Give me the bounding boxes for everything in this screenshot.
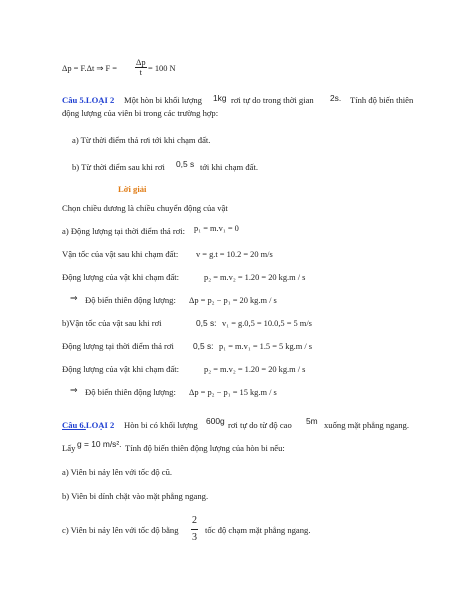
q6-text2: rơi tự do từ độ cao bbox=[228, 420, 292, 430]
solution-line-4-eq: p₂ = m.v₂ = 1.20 = 20 kg.m / s bbox=[204, 273, 306, 282]
fraction-numerator: 2 bbox=[191, 513, 198, 530]
q6-tag: LOẠI 2 bbox=[85, 420, 115, 430]
solution-header-text: Lời giải bbox=[118, 184, 147, 194]
q5-part-b-time: 0,5 s bbox=[176, 159, 195, 169]
intro-formula-left: Δp = F.Δt ⇒ F = bbox=[62, 64, 117, 73]
q6-label: Câu 6. bbox=[62, 420, 86, 430]
solution-line-5-text: Độ biến thiên động lượng: bbox=[85, 295, 176, 305]
two-thirds-fraction bbox=[191, 513, 198, 546]
solution-line-3-eq: v = g.t = 10.2 = 20 m/s bbox=[196, 250, 273, 259]
intro-fraction-num: Δp bbox=[136, 58, 146, 67]
solution-line-4-text: Động lượng của vật khi chạm đất: bbox=[62, 272, 180, 282]
solution-line-7-eq: p₁ = m.v₁ = 1.5 = 5 kg.m / s bbox=[219, 342, 313, 351]
q5-time: 2s. bbox=[330, 93, 342, 103]
q5-text1: Một hòn bi khối lượng bbox=[124, 95, 202, 105]
solution-line-7-time: 0,5 s: bbox=[193, 341, 214, 351]
q6-g-value: g = 10 m/s². bbox=[77, 439, 122, 449]
q6-heading bbox=[62, 420, 114, 431]
q6-part-b-text: b) Viên bi dính chặt vào mặt phẳng ngang. bbox=[62, 491, 209, 501]
solution-line-9-text: Độ biến thiên động lượng: bbox=[85, 387, 176, 397]
q6-text4: Tính độ biến thiên động lượng của hòn bi nếu: bbox=[125, 443, 285, 453]
q5-text2: rơi tự do trong thời gian bbox=[231, 95, 314, 105]
solution-line-9-eq: Δp = p₂ − p₁ = 15 kg.m / s bbox=[189, 388, 277, 397]
q6-part-c-text2: tốc độ chạm mặt phẳng ngang. bbox=[205, 525, 311, 535]
q5-part-a-text: a) Từ thời điểm thả rơi tới khi chạm đất. bbox=[72, 135, 211, 145]
q5-part-b-text2: tới khi chạm đất. bbox=[200, 162, 259, 172]
q6-part-a-text: a) Viên bi nảy lên với tốc độ cũ. bbox=[62, 467, 173, 477]
solution-line-3-text: Vận tốc của vật sau khi chạm đất: bbox=[62, 249, 179, 259]
q6-lay: Lấy bbox=[62, 443, 76, 453]
intro-fraction-den: t bbox=[139, 68, 142, 77]
intro-fraction bbox=[135, 58, 147, 77]
q5-text3: Tính độ biến thiên bbox=[350, 95, 414, 105]
q5-tag: LOẠI 2 bbox=[85, 95, 115, 105]
solution-line-5-eq: Δp = p₂ − p₁ = 20 kg.m / s bbox=[189, 296, 277, 305]
q6-height: 5m bbox=[306, 416, 318, 426]
solution-line-8-text: Động lượng của vật khi chạm đất: bbox=[62, 364, 180, 374]
q5-line2-text: động lượng của viên bi trong các trường hợp: bbox=[62, 108, 219, 118]
solution-line-1-text: Chọn chiều dương là chiều chuyển động của vật bbox=[62, 203, 228, 213]
solution-line-2-eq: p₁ = m.v₁ = 0 bbox=[194, 224, 239, 233]
solution-line-7-text: Động lượng tại thời điểm thả rơi bbox=[62, 341, 174, 351]
q5-part-b-text: b) Từ thời điểm sau khi rơi bbox=[72, 162, 165, 172]
solution-line-8-eq: p₂ = m.v₂ = 1.20 = 20 kg.m / s bbox=[204, 365, 306, 374]
solution-line-6-text: b)Vận tốc của vật sau khi rơi bbox=[62, 318, 162, 328]
q5-heading bbox=[62, 95, 114, 106]
solution-line-6-eq: v₁ = g.0,5 = 10.0,5 = 5 m/s bbox=[222, 319, 312, 328]
q5-label: Câu 5. bbox=[62, 95, 86, 105]
q6-text3: xuống mặt phẳng ngang. bbox=[324, 420, 409, 430]
solution-line-6-time: 0,5 s: bbox=[196, 318, 217, 328]
q6-mass: 600g bbox=[206, 416, 225, 426]
q5-mass: 1kg bbox=[213, 93, 227, 103]
q6-part-c-text: c) Viên bi nảy lên với tốc độ bằng bbox=[62, 525, 179, 535]
implies-arrow-icon: ⇒ bbox=[70, 386, 78, 396]
solution-line-2-text: a) Động lượng tại thời điểm thả rơi: bbox=[62, 226, 186, 236]
implies-arrow-icon: ⇒ bbox=[70, 294, 78, 304]
fraction-denominator: 3 bbox=[192, 532, 197, 543]
intro-formula-right: = 100 N bbox=[148, 64, 176, 73]
q6-text1: Hòn bi có khối lượng bbox=[124, 420, 198, 430]
